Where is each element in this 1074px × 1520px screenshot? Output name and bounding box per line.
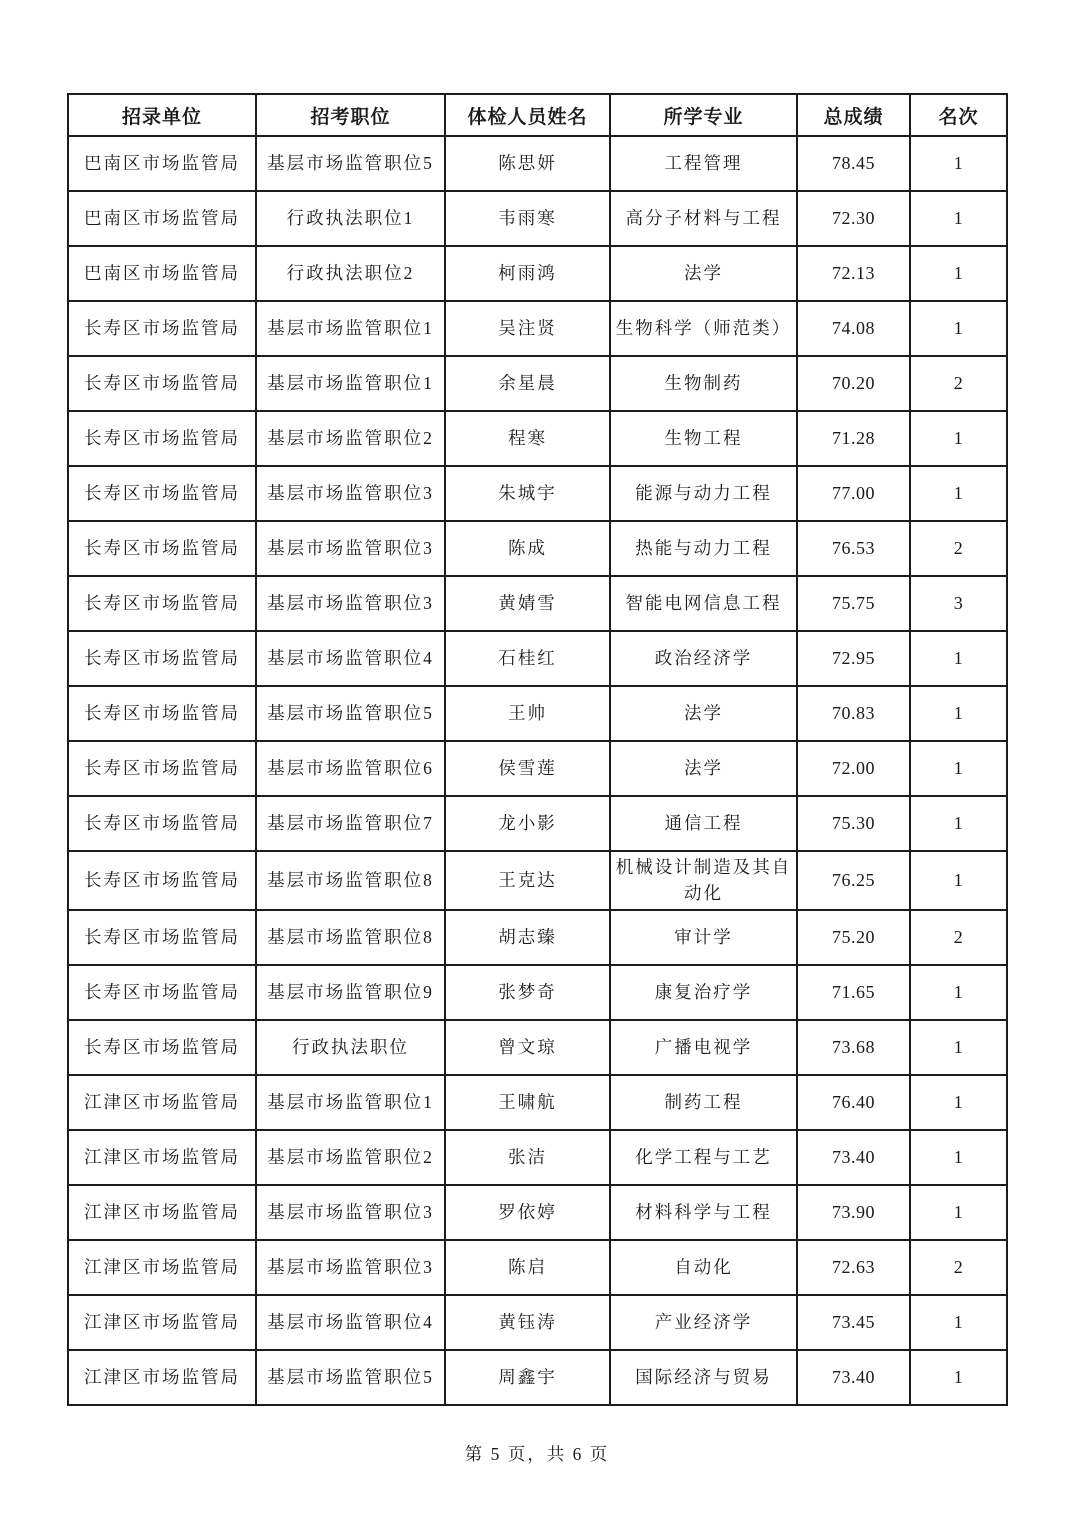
cell-candidate-name: 吴注贤 [445,301,610,356]
table-row [68,1075,1007,1130]
cell-position: 基层市场监管职位5 [256,686,445,741]
cell-recruiting-unit: 长寿区市场监管局 [68,796,256,851]
cell-rank: 2 [910,910,1007,965]
cell-total-score: 72.30 [797,191,910,246]
table-row [68,1020,1007,1075]
cell-position: 基层市场监管职位5 [256,1350,445,1405]
cell-rank: 1 [910,631,1007,686]
cell-recruiting-unit: 江津区市场监管局 [68,1295,256,1350]
cell-rank: 1 [910,965,1007,1020]
cell-rank: 2 [910,521,1007,576]
cell-total-score: 75.75 [797,576,910,631]
cell-recruiting-unit: 长寿区市场监管局 [68,686,256,741]
cell-total-score: 76.40 [797,1075,910,1130]
table-row [68,741,1007,796]
header-candidate-name: 体检人员姓名 [445,94,610,136]
cell-major: 能源与动力工程 [610,466,797,521]
cell-candidate-name: 朱城宇 [445,466,610,521]
cell-recruiting-unit: 江津区市场监管局 [68,1130,256,1185]
cell-candidate-name: 柯雨鸿 [445,246,610,301]
cell-recruiting-unit: 江津区市场监管局 [68,1350,256,1405]
cell-position: 基层市场监管职位2 [256,411,445,466]
cell-major: 法学 [610,741,797,796]
table-row [68,356,1007,411]
cell-position: 基层市场监管职位1 [256,1075,445,1130]
table-row [68,686,1007,741]
cell-position: 基层市场监管职位1 [256,301,445,356]
cell-rank: 1 [910,1185,1007,1240]
table-row [68,136,1007,191]
cell-candidate-name: 王克达 [445,851,610,910]
cell-candidate-name: 程寒 [445,411,610,466]
cell-major: 生物工程 [610,411,797,466]
cell-major: 生物科学（师范类） [610,301,797,356]
table-row [68,411,1007,466]
table-row [68,576,1007,631]
cell-recruiting-unit: 长寿区市场监管局 [68,965,256,1020]
table-row [68,1295,1007,1350]
table-row [68,1130,1007,1185]
table-row [68,965,1007,1020]
cell-position: 基层市场监管职位8 [256,910,445,965]
cell-candidate-name: 龙小影 [445,796,610,851]
cell-major: 化学工程与工艺 [610,1130,797,1185]
cell-candidate-name: 胡志臻 [445,910,610,965]
cell-total-score: 75.30 [797,796,910,851]
cell-candidate-name: 石桂红 [445,631,610,686]
cell-position: 基层市场监管职位8 [256,851,445,910]
table-header-row [68,94,1007,136]
table-row [68,851,1007,910]
cell-major: 机械设计制造及其自动化 [610,851,797,910]
cell-candidate-name: 张梦奇 [445,965,610,1020]
cell-total-score: 76.25 [797,851,910,910]
cell-candidate-name: 陈成 [445,521,610,576]
header-rank: 名次 [910,94,1007,136]
cell-position: 基层市场监管职位1 [256,356,445,411]
cell-recruiting-unit: 长寿区市场监管局 [68,1020,256,1075]
table-row [68,796,1007,851]
cell-total-score: 73.90 [797,1185,910,1240]
results-table [67,93,1008,1406]
cell-major: 政治经济学 [610,631,797,686]
table-row [68,1240,1007,1295]
table-row [68,466,1007,521]
cell-total-score: 70.20 [797,356,910,411]
table-header [68,94,1007,136]
cell-rank: 1 [910,1295,1007,1350]
cell-major: 法学 [610,246,797,301]
cell-total-score: 72.95 [797,631,910,686]
cell-rank: 2 [910,356,1007,411]
cell-candidate-name: 周鑫宇 [445,1350,610,1405]
cell-rank: 1 [910,411,1007,466]
cell-total-score: 73.40 [797,1350,910,1405]
header-total-score: 总成绩 [797,94,910,136]
cell-major: 法学 [610,686,797,741]
cell-position: 行政执法职位1 [256,191,445,246]
cell-total-score: 71.65 [797,965,910,1020]
cell-recruiting-unit: 长寿区市场监管局 [68,301,256,356]
cell-position: 基层市场监管职位4 [256,1295,445,1350]
cell-position: 基层市场监管职位3 [256,576,445,631]
cell-position: 基层市场监管职位3 [256,466,445,521]
cell-recruiting-unit: 巴南区市场监管局 [68,191,256,246]
cell-position: 基层市场监管职位3 [256,1240,445,1295]
cell-recruiting-unit: 江津区市场监管局 [68,1075,256,1130]
cell-candidate-name: 侯雪莲 [445,741,610,796]
cell-major: 康复治疗学 [610,965,797,1020]
cell-recruiting-unit: 长寿区市场监管局 [68,356,256,411]
cell-major: 自动化 [610,1240,797,1295]
cell-total-score: 73.68 [797,1020,910,1075]
cell-candidate-name: 王啸航 [445,1075,610,1130]
cell-major: 制药工程 [610,1075,797,1130]
cell-position: 基层市场监管职位3 [256,521,445,576]
cell-rank: 1 [910,851,1007,910]
cell-rank: 1 [910,466,1007,521]
cell-major: 材料科学与工程 [610,1185,797,1240]
header-position: 招考职位 [256,94,445,136]
cell-rank: 1 [910,1075,1007,1130]
cell-major: 智能电网信息工程 [610,576,797,631]
cell-rank: 1 [910,1130,1007,1185]
cell-position: 基层市场监管职位9 [256,965,445,1020]
cell-candidate-name: 余星晨 [445,356,610,411]
cell-major: 产业经济学 [610,1295,797,1350]
cell-recruiting-unit: 长寿区市场监管局 [68,411,256,466]
cell-candidate-name: 曾文琼 [445,1020,610,1075]
cell-total-score: 73.45 [797,1295,910,1350]
cell-major: 高分子材料与工程 [610,191,797,246]
cell-major: 广播电视学 [610,1020,797,1075]
cell-candidate-name: 张洁 [445,1130,610,1185]
table-row [68,910,1007,965]
cell-recruiting-unit: 长寿区市场监管局 [68,910,256,965]
cell-recruiting-unit: 巴南区市场监管局 [68,136,256,191]
cell-total-score: 78.45 [797,136,910,191]
cell-total-score: 73.40 [797,1130,910,1185]
cell-major: 工程管理 [610,136,797,191]
table-row [68,1185,1007,1240]
cell-total-score: 72.13 [797,246,910,301]
cell-candidate-name: 陈启 [445,1240,610,1295]
cell-recruiting-unit: 江津区市场监管局 [68,1240,256,1295]
cell-total-score: 71.28 [797,411,910,466]
cell-rank: 1 [910,741,1007,796]
cell-recruiting-unit: 长寿区市场监管局 [68,741,256,796]
table-body [68,136,1007,1405]
cell-major: 审计学 [610,910,797,965]
cell-rank: 1 [910,136,1007,191]
cell-recruiting-unit: 长寿区市场监管局 [68,631,256,686]
cell-total-score: 77.00 [797,466,910,521]
cell-candidate-name: 黄钰涛 [445,1295,610,1350]
cell-major: 热能与动力工程 [610,521,797,576]
cell-position: 基层市场监管职位2 [256,1130,445,1185]
cell-total-score: 76.53 [797,521,910,576]
cell-rank: 1 [910,1020,1007,1075]
cell-position: 基层市场监管职位3 [256,1185,445,1240]
cell-position: 基层市场监管职位7 [256,796,445,851]
page-number-footer: 第 5 页，共 6 页 [464,1444,610,1464]
cell-major: 国际经济与贸易 [610,1350,797,1405]
cell-candidate-name: 韦雨寒 [445,191,610,246]
cell-position: 行政执法职位 [256,1020,445,1075]
header-recruiting-unit: 招录单位 [68,94,256,136]
table-row [68,1350,1007,1405]
cell-rank: 3 [910,576,1007,631]
cell-total-score: 75.20 [797,910,910,965]
cell-rank: 1 [910,686,1007,741]
cell-total-score: 70.83 [797,686,910,741]
cell-position: 基层市场监管职位6 [256,741,445,796]
table-row [68,521,1007,576]
cell-rank: 1 [910,1350,1007,1405]
cell-position: 基层市场监管职位4 [256,631,445,686]
cell-recruiting-unit: 长寿区市场监管局 [68,576,256,631]
table-row [68,191,1007,246]
cell-total-score: 72.63 [797,1240,910,1295]
cell-total-score: 74.08 [797,301,910,356]
cell-rank: 1 [910,246,1007,301]
cell-candidate-name: 黄婧雪 [445,576,610,631]
cell-recruiting-unit: 长寿区市场监管局 [68,466,256,521]
cell-major: 生物制药 [610,356,797,411]
table-row [68,246,1007,301]
cell-position: 基层市场监管职位5 [256,136,445,191]
cell-rank: 1 [910,796,1007,851]
cell-candidate-name: 王帅 [445,686,610,741]
cell-recruiting-unit: 长寿区市场监管局 [68,521,256,576]
cell-recruiting-unit: 长寿区市场监管局 [68,851,256,910]
cell-recruiting-unit: 巴南区市场监管局 [68,246,256,301]
cell-rank: 1 [910,301,1007,356]
cell-candidate-name: 罗依婷 [445,1185,610,1240]
table-row [68,301,1007,356]
cell-recruiting-unit: 江津区市场监管局 [68,1185,256,1240]
cell-major: 通信工程 [610,796,797,851]
cell-rank: 1 [910,191,1007,246]
cell-candidate-name: 陈思妍 [445,136,610,191]
cell-total-score: 72.00 [797,741,910,796]
cell-rank: 2 [910,1240,1007,1295]
header-major: 所学专业 [610,94,797,136]
table-row [68,631,1007,686]
cell-position: 行政执法职位2 [256,246,445,301]
